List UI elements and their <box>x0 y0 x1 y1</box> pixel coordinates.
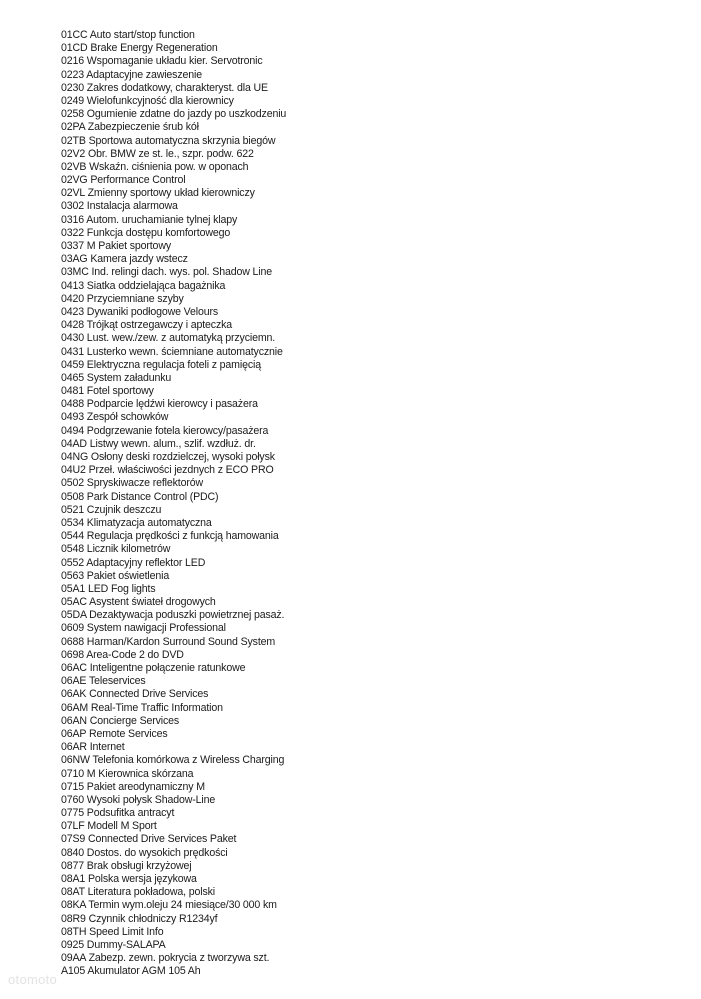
list-item: 06AP Remote Services <box>61 727 168 740</box>
list-item: 0710 M Kierownica skórzana <box>61 767 194 780</box>
list-item: 06AK Connected Drive Services <box>61 688 209 701</box>
list-item: 0337 M Pakiet sportowy <box>61 240 171 252</box>
list-item: 0230 Zakres dodatkowy, charakteryst. dla UE <box>61 81 268 94</box>
list-item: 0494 Podgrzewanie fotela kierowcy/pasażera <box>61 424 269 437</box>
list-item: A105 Akumulator AGM 105 Ah <box>61 965 201 978</box>
list-item: 0430 Lust. wew./zew. z automatyką przyciemn. <box>61 332 276 345</box>
list-item: 0877 Brak obsługi krzyżowej <box>61 859 192 872</box>
list-item: 0423 Dywaniki podłogowe Velours <box>61 305 219 318</box>
list-item: 04U2 Przeł. właściwości jezdnych z ECO PRO <box>61 464 274 477</box>
list-item: 0428 Trójkąt ostrzegawczy i apteczka <box>61 319 233 332</box>
list-item: 09AA Zabezp. zewn. pokrycia z tworzywa szt. <box>61 952 270 965</box>
list-item: 06AM Real-Time Traffic Information <box>61 701 223 714</box>
list-item: 05DA Dezaktywacja poduszki powietrznej pasaż. <box>61 609 285 622</box>
list-item: 03AG Kamera jazdy wstecz <box>61 253 188 266</box>
list-item: 04NG Osłony deski rozdzielczej, wysoki połysk <box>61 451 275 463</box>
list-item: 06AN Concierge Services <box>61 714 180 727</box>
list-item: 05AC Asystent świateł drogowych <box>61 596 216 609</box>
list-item: 08R9 Czynnik chłodniczy R1234yf <box>61 912 218 925</box>
list-item: 06AE Teleservices <box>61 675 146 688</box>
list-item: 0223 Adaptacyjne zawieszenie <box>61 68 202 81</box>
list-item: 07S9 Connected Drive Services Paket <box>61 833 237 846</box>
list-item: 0249 Wielofunkcyjność dla kierownicy <box>61 94 234 107</box>
list-item: 0508 Park Distance Control (PDC) <box>61 490 219 503</box>
list-item: 02VG Performance Control <box>61 174 186 187</box>
list-item: 08AT Literatura pokładowa, polski <box>61 886 216 899</box>
list-item: 0322 Funkcja dostępu komfortowego <box>61 226 231 239</box>
list-item: 0413 Siatka oddzielająca bagażnika <box>61 279 226 292</box>
list-item: 0459 Elektryczna regulacja foteli z pamięcią <box>61 358 261 371</box>
list-item: 0548 Licznik kilometrów <box>61 543 171 556</box>
list-item: 0316 Autom. uruchamianie tylnej klapy <box>61 213 238 226</box>
list-item: 0563 Pakiet oświetlenia <box>61 569 170 582</box>
list-item: 0431 Lusterko wewn. ściemniane automatycznie <box>61 345 283 358</box>
list-item: 02V2 Obr. BMW ze st. le., szpr. podw. 622 <box>61 147 254 160</box>
list-item: 0552 Adaptacyjny reflektor LED <box>61 556 206 569</box>
list-item: 0465 System załadunku <box>61 371 172 384</box>
list-item: 0775 Podsufitka antracyt <box>61 807 175 820</box>
list-item: 05A1 LED Fog lights <box>61 582 156 595</box>
list-item: 0420 Przyciemniane szyby <box>61 292 184 305</box>
list-item: 08KA Termin wym.oleju 24 miesiące/30 000 km <box>61 899 277 912</box>
list-item: 0502 Spryskiwacze reflektorów <box>61 477 203 490</box>
list-item: 0258 Ogumienie zdatne do jazdy po uszkodzeniu <box>61 108 287 121</box>
list-item: 0840 Dostos. do wysokich prędkości <box>61 846 228 859</box>
list-item: 08A1 Polska wersja językowa <box>61 873 197 885</box>
list-item: 0521 Czujnik deszczu <box>61 503 162 516</box>
list-item: 0609 System nawigacji Professional <box>61 622 226 635</box>
list-item: 0544 Regulacja prędkości z funkcją hamowania <box>61 530 279 543</box>
watermark: otomoto <box>8 972 58 987</box>
list-item: 0302 Instalacja alarmowa <box>61 200 178 213</box>
list-item: 07LF Modell M Sport <box>61 820 157 833</box>
list-item: 02TB Sportowa automatyczna skrzynia biegów <box>61 134 276 147</box>
list-item: 01CD Brake Energy Regeneration <box>61 42 218 55</box>
list-item: 0760 Wysoki połysk Shadow-Line <box>61 793 216 806</box>
list-item: 06AC Inteligentne połączenie ratunkowe <box>61 662 246 674</box>
list-item: 0488 Podparcie lędźwi kierowcy i pasażera <box>61 398 258 411</box>
list-item: 08TH Speed Limit Info <box>61 925 164 938</box>
list-item: 0493 Zespół schowków <box>61 411 169 424</box>
list-item: 0481 Fotel sportowy <box>61 385 154 398</box>
list-item: 02VB Wskaźn. ciśnienia pow. w oponach <box>61 160 249 173</box>
list-item: 06NW Telefonia komórkowa z Wireless Charging <box>61 754 285 767</box>
list-item: 01CC Auto start/stop function <box>61 29 195 41</box>
list-item: 0216 Wspomaganie układu kier. Servotronic <box>61 55 263 68</box>
list-item: 0688 Harman/Kardon Surround Sound System <box>61 635 276 648</box>
list-item: 04AD Listwy wewn. alum., szlif. wzdłuż. dr. <box>61 437 256 450</box>
equipment-list <box>61 29 303 979</box>
list-item: 0534 Klimatyzacja automatyczna <box>61 516 212 529</box>
list-item: 0925 Dummy-SALAPA <box>61 938 166 951</box>
list-item: 02VL Zmienny sportowy układ kierowniczy <box>61 187 255 200</box>
list-item: 0715 Pakiet areodynamiczny M <box>61 780 205 793</box>
list-item: 02PA Zabezpieczenie śrub kół <box>61 121 199 134</box>
list-item: 0698 Area-Code 2 do DVD <box>61 648 184 661</box>
list-item: 06AR Internet <box>61 741 125 754</box>
list-item: 03MC Ind. relingi dach. wys. pol. Shadow Line <box>61 266 273 279</box>
